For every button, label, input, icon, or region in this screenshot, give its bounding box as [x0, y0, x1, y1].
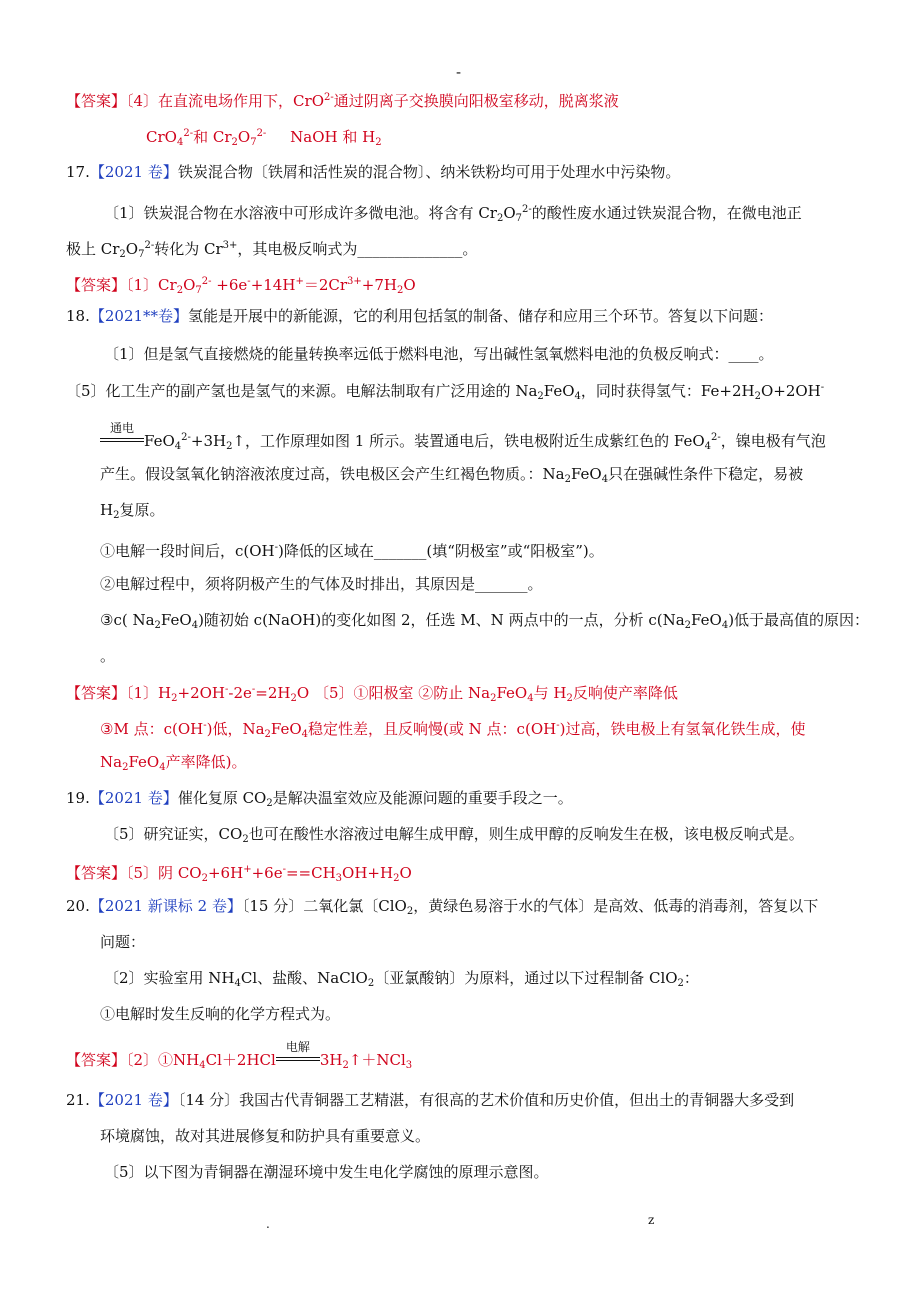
answer-20: 【答案】〔2〕$①NH_4Cl+2HCl$ 电解 $3H_2↑+NCl_3$ [66, 1040, 413, 1071]
question-18-sub2: ②电解过程中，须将阴极产生的气体及时排出，其原因是_______。 [100, 575, 543, 593]
question-18-sub3-end: 。 [100, 647, 116, 665]
question-17: 17.【2021 卷】铁炭混合物〔铁屑和活性炭的混合物〕、纳米铁粉均可用于处理水中污染物。 [66, 163, 681, 181]
source-tag: 【2021**卷】 [89, 307, 189, 325]
source-tag: 【2021 卷】 [89, 163, 178, 181]
source-tag: 【2021 卷】 [89, 789, 178, 807]
answer-16-line1: 【答案】〔4〕在直流电场作用下，CrO$^{2-}$通过阴离子交换膜向阳极室移动，脱离浆液 [66, 92, 619, 110]
answer-17: 【答案】〔1〕$Cr_2O_7^{2-} +6e^-+14H^+=2Cr^{3+}+7H_2O$ [66, 276, 416, 296]
question-18-part5-line2: 通电 $FeO_4^{2-}+3H_2↑$，工作原理如图 1 所示。装置通电后，铁电极附近生成紫红色的 FeO$_4^{2-}$，镍电极有气泡 [100, 428, 826, 457]
electrolysis-arrow: 电解 [276, 1050, 320, 1070]
answer-18-line2: ③M 点：c(OH-)低，$Na_2FeO_4$稳定性差，且反响慢(或 N 点：c(OH-)过高，铁电极上有氢氧化铁生成，使 [100, 720, 806, 740]
question-18-part1: 〔1〕但是氢气直接燃烧的能量转换率远低于燃料电池，写出碱性氢氧燃料电池的负极反响式：____。 [104, 345, 774, 363]
question-18-part5-line3: 产生。假设氢氧化钠溶液浓度过高，铁电极区会产生红褐色物质。：$Na_2FeO_4$只在强碱性条件下稳定，易被 [100, 465, 804, 485]
question-20-sub1: ①电解时发生反响的化学方程式为。 [100, 1005, 341, 1023]
question-21-part5: 〔5〕以下图为青铜器在潮湿环境中发生电化学腐蚀的原理示意图。 [104, 1163, 549, 1181]
question-20-part2: 〔2〕实验室用 $NH_4Cl$、盐酸、NaClO$_2$〔亚氯酸钠〕为原料，通过以下过程制备 ClO$_2$： [104, 969, 699, 989]
question-18-part5-line4: $H_2$复原。 [100, 501, 165, 521]
question-20-line2: 问题： [100, 933, 146, 951]
question-21-line1: 21.【2021 卷】〔14 分〕我国古代青铜器工艺精湛，有很高的艺术价值和历史价值，但出土的青铜器大多受到 [66, 1091, 795, 1109]
answer-blank: _______ [373, 542, 427, 560]
question-18-part5-line1: 〔5〕化工生产的副产氢也是氢气的来源。电解法制取有广泛用途的 $Na_2FeO_4$，同时获得氢气：$Fe+2H_2O+2OH^-$ [66, 382, 825, 402]
question-19-part5: 〔5〕研究证实，$CO_2$也可在酸性水溶液过电解生成甲醇，则生成甲醇的反响发生在极，该电极反响式是。 [104, 825, 804, 845]
answer-blank: ______________ [357, 240, 463, 258]
question-18: 18.【2021**卷】氢能是开展中的新能源，它的利用包括氢的制备、储存和应用三个环节。答复以下问题： [66, 307, 774, 325]
header-mark: - [456, 63, 462, 81]
answer-16-line2: CrO$_4^{2-}$和 $Cr_2O_7^{2-}$ NaOH 和 $H_2$ [146, 128, 382, 148]
footer-right-mark: z [648, 1213, 655, 1227]
question-19: 19.【2021 卷】催化复原 $CO_2$是解决温室效应及能源问题的重要手段之一。 [66, 789, 573, 809]
answer-18-line1: 【答案】〔1〕$H_2+2OH^--2e^-=2H_2O$ 〔5〕①阳极室 ②防止 $Na_2FeO_4$与 $H_2$反响使产率降低 [66, 684, 678, 704]
answer-19: 【答案】〔5〕阴 $CO_2+6H^++6e^-==CH_3OH+H_2O$ [66, 864, 412, 884]
question-17-part1-line1: 〔1〕铁炭混合物在水溶液中可形成许多微电池。将含有 $Cr_2O_7^{2-}$的酸性废水通过铁炭混合物，在微电池正 [104, 204, 802, 224]
question-17-part1-line2: 极上 $Cr_2O_7^{2-}$转化为 $Cr^{3+}$，其电极反响式为______________。 [66, 240, 478, 260]
source-tag: 【2021 新课标 2 卷】 [89, 897, 242, 915]
question-18-sub1: ①电解一段时间后，c(OH-)降低的区域在_______(填“阴极室”或“阳极室”)。 [100, 542, 604, 560]
question-18-sub3: ③c( $Na_2FeO_4$)随初始 c(NaOH)的变化如图 2，任选 M、N 两点中的一点，分析 $c(Na_2FeO_4)$低于最高值的原因： [100, 611, 870, 631]
footer-left-mark: . [266, 1217, 270, 1231]
source-tag: 【2021 卷】 [89, 1091, 178, 1109]
question-20-line1: 20.【2021 新课标 2 卷】〔15 分〕二氧化氯〔ClO$_2$，黄绿色易溶于水的气体〕是高效、低毒的消毒剂，答复以下 [66, 897, 819, 917]
answer-18-line3: $Na_2FeO_4$产率降低)。 [100, 753, 247, 773]
electrolysis-arrow: 通电 [100, 431, 144, 451]
answer-blank: _______ [475, 575, 528, 593]
question-21-line2: 环境腐蚀，故对其进展修复和防护具有重要意义。 [100, 1127, 431, 1145]
